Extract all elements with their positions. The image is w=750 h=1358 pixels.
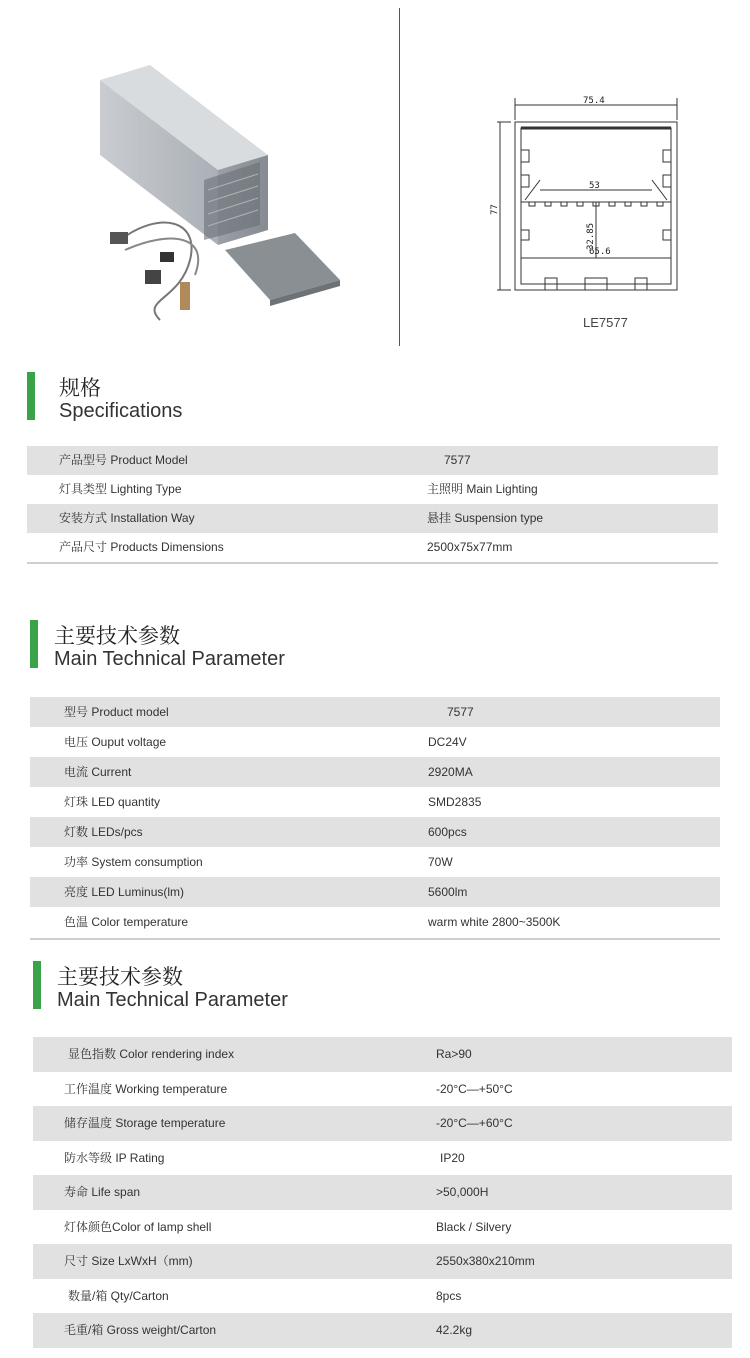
row-value: 2550x380x210mm (436, 1254, 535, 1268)
row-key: 储存温度 Storage temperature (64, 1116, 226, 1130)
table-row (33, 1072, 732, 1107)
cross-section-drawing (485, 90, 705, 300)
row-key: 产品尺寸 Products Dimensions (59, 540, 224, 554)
row-value: -20°C—+60°C (436, 1116, 513, 1130)
row-key: 寿命 Life span (64, 1185, 141, 1199)
row-value: 主照明 Main Lighting (427, 482, 538, 496)
table-row (33, 1210, 732, 1245)
row-key: 灯具类型 Lighting Type (59, 482, 182, 496)
row-value: 70W (428, 855, 453, 869)
drawing-caption: LE7577 (583, 315, 628, 330)
row-value: 悬挂 Suspension type (427, 511, 544, 525)
row-value: 8pcs (436, 1288, 462, 1303)
row-key: 灯珠 LED quantity (64, 795, 161, 809)
dim-width-label: 75.4 (583, 96, 605, 106)
row-key: 功率 System consumption (64, 855, 203, 869)
row-key: 尺寸 Size LxWxH（mm) (64, 1254, 193, 1268)
dim-mid-label: 32.85 (586, 222, 596, 250)
row-key: 毛重/箱 Gross weight/Carton (64, 1323, 217, 1337)
row-key: 色温 Color temperature (64, 915, 189, 929)
table-row (33, 1037, 732, 1072)
tech1-title-cn: 主要技术参数 (54, 624, 180, 648)
table-row (30, 727, 720, 757)
table-row (27, 533, 718, 562)
row-key: 灯数 LEDs/pcs (64, 825, 143, 839)
row-value: 42.2kg (436, 1323, 473, 1337)
product-photo (100, 60, 360, 330)
row-key: 显色指数 Color rendering index (68, 1047, 235, 1061)
table-row (30, 787, 720, 817)
row-value: 600pcs (428, 825, 467, 839)
row-key: 产品型号 Product Model (59, 453, 188, 467)
row-value: 2920MA (428, 765, 473, 779)
row-value: IP20 (440, 1150, 465, 1165)
table-row (27, 446, 718, 475)
row-key: 型号 Product model (64, 705, 169, 719)
vertical-divider (399, 8, 400, 346)
spec-title-en: Specifications (59, 400, 183, 422)
table-row (27, 475, 718, 504)
row-key: 工作温度 Working temperature (64, 1081, 228, 1096)
row-key: 电流 Current (64, 765, 132, 779)
table-row (33, 1141, 732, 1176)
tech2-table (33, 1037, 732, 1348)
row-key: 灯体颜色Color of lamp shell (64, 1219, 212, 1234)
row-key: 亮度 LED Luminus(lm) (64, 885, 185, 899)
row-value: 5600lm (428, 885, 468, 899)
heading-accent-bar (33, 961, 41, 1009)
row-key: 防水等级 IP Rating (64, 1150, 165, 1165)
row-value: DC24V (428, 735, 467, 749)
row-value: >50,000H (436, 1185, 489, 1199)
row-value: -20°C—+50°C (436, 1081, 513, 1096)
table-row (30, 907, 720, 937)
dim-bottom-label: 65.6 (589, 247, 611, 257)
dim-inner-label: 53 (589, 181, 600, 191)
product-header (0, 0, 750, 350)
table-row (30, 877, 720, 907)
table-row (27, 504, 718, 533)
tech2-title-en: Main Technical Parameter (57, 989, 288, 1011)
row-key: 安装方式 Installation Way (59, 511, 195, 525)
table-bottom-line (27, 562, 718, 564)
table-row (33, 1244, 732, 1279)
table-row (33, 1279, 732, 1314)
row-value: 7577 (447, 705, 474, 719)
row-key: 电压 Ouput voltage (64, 735, 167, 749)
row-value: SMD2835 (428, 795, 482, 809)
row-key: 数量/箱 Qty/Carton (68, 1288, 169, 1303)
table-row (30, 697, 720, 727)
row-value: 2500x75x77mm (427, 540, 513, 554)
tech1-table (30, 697, 720, 937)
table-row (30, 757, 720, 787)
table-bottom-line (30, 938, 720, 940)
table-row (33, 1175, 732, 1210)
table-row (33, 1313, 732, 1348)
heading-accent-bar (30, 620, 38, 668)
row-value: warm white 2800~3500K (428, 915, 561, 929)
spec-table (27, 446, 718, 562)
table-row (30, 817, 720, 847)
tech1-title-en: Main Technical Parameter (54, 648, 285, 670)
heading-accent-bar (27, 372, 35, 420)
row-value: Ra>90 (436, 1047, 472, 1061)
row-value: Black / Silvery (436, 1219, 512, 1234)
table-row (30, 847, 720, 877)
spec-title-cn: 规格 (59, 376, 101, 400)
tech2-title-cn: 主要技术参数 (57, 965, 183, 989)
dim-height-label: 77 (490, 204, 500, 215)
table-row (33, 1106, 732, 1141)
row-value: 7577 (444, 453, 471, 467)
